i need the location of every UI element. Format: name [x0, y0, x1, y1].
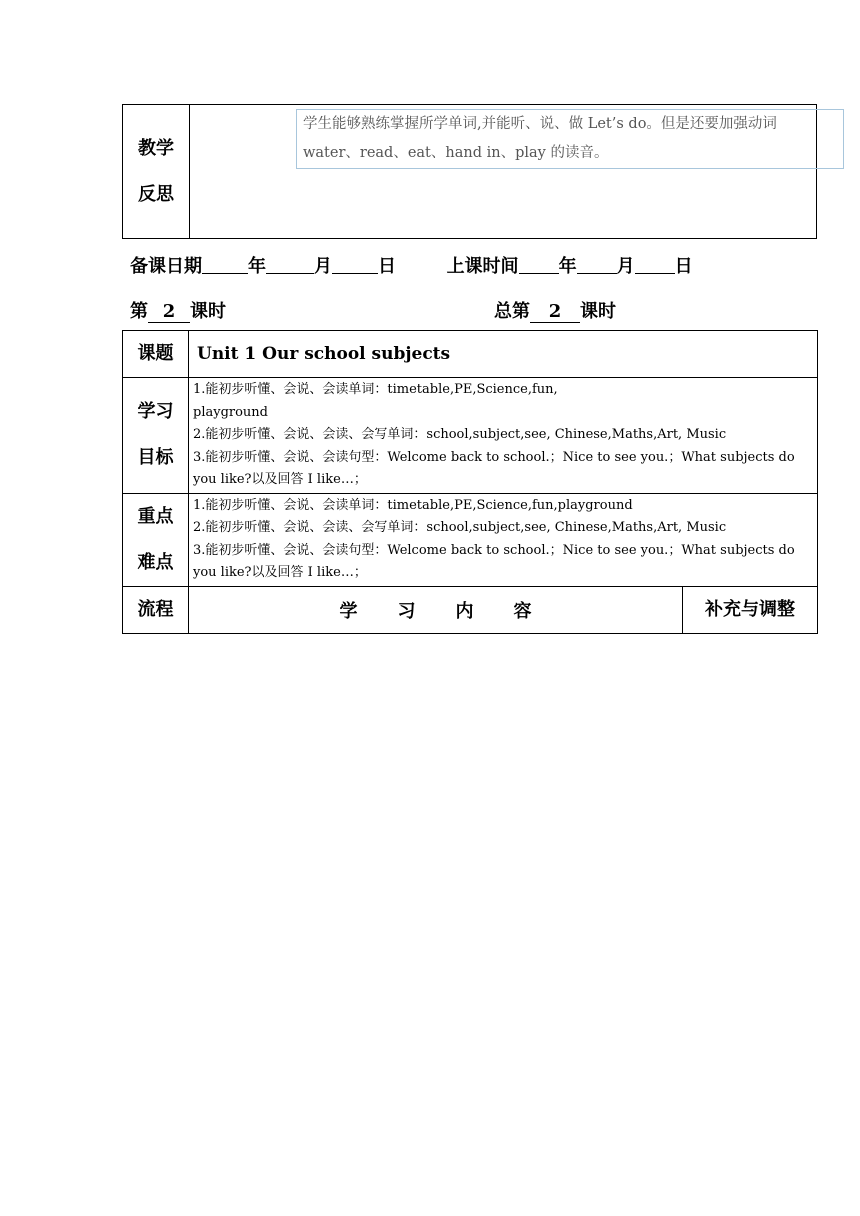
date-line [130, 252, 693, 278]
goals-row [123, 378, 818, 494]
period-suffix: 课时 [190, 301, 226, 322]
key-point-item: 1.能初步听懂、会说、会读单词：timetable,PE,Science,fun,playground [193, 497, 633, 513]
content-header [189, 586, 683, 633]
flow-header-row [123, 586, 818, 633]
reflection-text-box: 学生能够熟练掌握所学单词,并能听、说、做 Let’s do。但是还要加强动词 water、read、eat、hand in、play 的读音。 [296, 109, 844, 169]
total-period-suffix: 课时 [580, 301, 616, 322]
goal-item: 1.能初步听懂、会说、会读单词：timetable,PE,Science,fun, [193, 382, 558, 397]
prep-day-label: 日 [378, 256, 396, 277]
goal-item: 3.能初步听懂、会说、会读句型：Welcome back to school.；Nice to see you.；What subjects do you like?以及回答 I like…； [193, 449, 795, 487]
adjust-header: 补充与调整 [683, 586, 818, 633]
content-char: 习 [397, 600, 416, 622]
reflection-label-line1: 教学 [138, 137, 174, 159]
prep-day-blank [332, 255, 378, 274]
prep-year-label: 年 [248, 256, 266, 277]
key-point-item: 3.能初步听懂、会说、会读句型：Welcome back to school.；Nice to see you.；What subjects do you like?以及回答 I like…； [193, 542, 795, 580]
flow-label: 流程 [123, 586, 189, 633]
lesson-table [122, 330, 818, 634]
content-char: 内 [455, 600, 474, 622]
key-label-line2: 难点 [137, 551, 174, 573]
topic-row [123, 331, 818, 378]
period-number: 2 [148, 301, 190, 323]
goal-item: 2.能初步听懂、会说、会读、会写单词：school,subject,see, Chinese,Maths,Art, Music [193, 427, 727, 442]
reflection-table [122, 104, 817, 239]
class-year-label: 年 [558, 256, 577, 277]
class-day-blank [635, 255, 675, 274]
class-date-label: 上课时间 [446, 256, 519, 277]
topic-label: 课题 [123, 331, 189, 378]
goals-label [123, 378, 189, 494]
prep-date-label: 备课日期 [130, 256, 202, 277]
key-label-line1: 重点 [137, 505, 174, 527]
key-points-label [123, 493, 189, 586]
key-point-item: 2.能初步听懂、会说、会读、会写单词：school,subject,see, Chinese,Maths,Art, Music [193, 520, 727, 535]
goals-list [189, 378, 818, 494]
prep-year-blank [202, 255, 248, 274]
reflection-label-line2: 反思 [138, 183, 174, 205]
content-char: 学 [339, 600, 358, 622]
period-prefix: 第 [130, 301, 148, 322]
topic-value: Unit 1 Our school subjects [189, 331, 818, 378]
class-year-blank [519, 255, 559, 274]
total-period-line [494, 297, 616, 323]
reflection-label [123, 105, 190, 239]
class-day-label: 日 [674, 256, 693, 277]
class-month-label: 月 [616, 256, 635, 277]
class-month-blank [577, 255, 617, 274]
goal-item: playground [193, 404, 269, 420]
reflection-cell [190, 105, 817, 239]
total-period-prefix: 总第 [494, 301, 530, 322]
content-char: 容 [513, 600, 532, 622]
period-line [130, 297, 226, 323]
prep-month-label: 月 [314, 256, 332, 277]
key-points-list [189, 493, 818, 586]
goals-label-line1: 学习 [137, 401, 174, 423]
prep-month-blank [266, 255, 314, 274]
key-points-row [123, 493, 818, 586]
goals-label-line2: 目标 [137, 447, 174, 469]
total-period-number: 2 [530, 301, 580, 323]
